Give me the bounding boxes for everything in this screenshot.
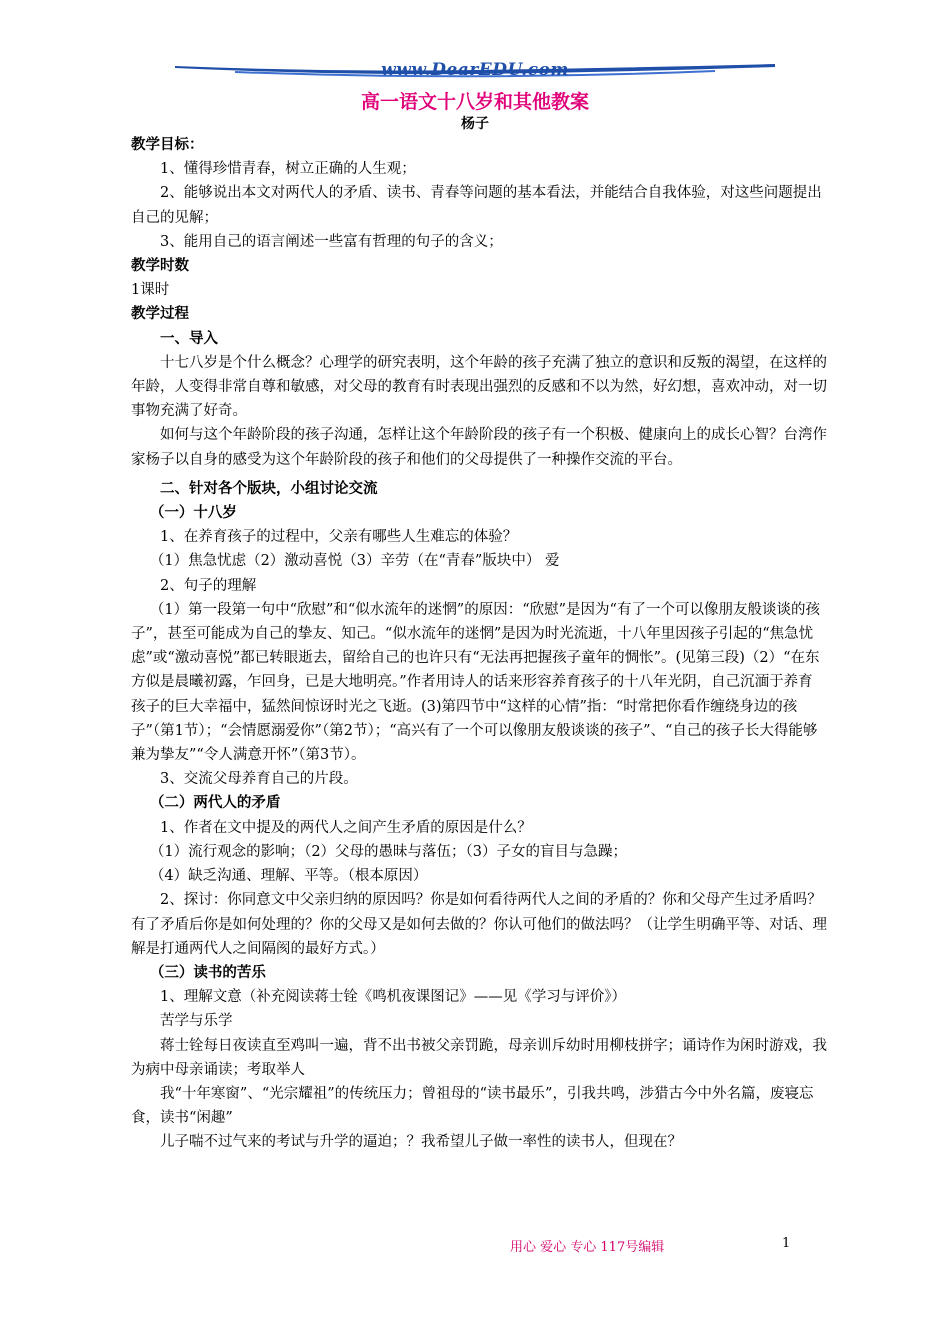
paragraph: 3、能用自己的语言阐述一些富有哲理的句子的含义； [160, 233, 503, 250]
section-heading: 教学目标： [131, 137, 204, 153]
subsection-heading: 二、针对各个版块，小组讨论交流 [160, 480, 378, 497]
subsection-heading: （二）两代人的矛盾 [149, 795, 281, 812]
paragraph: 1、作者在文中提及的两代人之间产生矛盾的原因是什么？ [160, 819, 532, 836]
page-title: 高一语文十八岁和其他教案 [360, 91, 589, 113]
paragraph: 1、在养育孩子的过程中，父亲有哪些人生难忘的体验？ [160, 529, 518, 546]
paragraph: 2、能够说出本文对两代人的矛盾、读书、青春等问题的基本看法，并能结合自我体验，对这些问题提出自己的见解； [131, 185, 822, 226]
paragraph: （4）缺乏沟通、理解、平等。（根本原因） [149, 868, 428, 885]
paragraph: （1）焦急忧虑（2）激动喜悦（3）辛劳（在“青春”版块中） 爱 [149, 553, 560, 570]
paragraph: 3、交流父母养育自己的片段。 [160, 771, 358, 788]
author-name: 杨子 [461, 116, 489, 132]
paragraph: 1、懂得珍惜青春，树立正确的人生观； [160, 161, 416, 178]
paragraph: 儿子喘不过气来的考试与升学的逼迫；？我希望儿子做一率性的读书人，但现在？ [160, 1134, 682, 1151]
paragraph: 1课时 [131, 282, 170, 299]
paragraph: 2、句子的理解 [160, 577, 257, 594]
paragraph: （1）第一段第一句中“欣慰”和“似水流年的迷惘”的原因：“欣慰”是因为“有了一个可以像朋友般谈谈的孩子”，甚至可能成为自己的挚友、知己。“似水流年的迷惘”是因为时光流逝，十八年里因孩子引起的“焦急忧虑”或“激动喜悦”都已转眼逝去，留给自己的也许只有“无法再把握孩子童年的惆怅”。(见第三段)（2）“在东方似是晨曦初露，乍回身，已是大地明亮。”作者用诗人的话来形容养育孩子的十八年光阴，自己沉湎于养育孩子的巨大幸福中，猛然间惊讶时光之飞逝。(3)第四节中“这样的心情”指：“时常把你看作缠绕身边的孩子”（第1节）；“会情愿溺爱你”（第2节）；“高兴有了一个可以像朋友般谈谈的孩子”、“自己的孩子长大得能够兼为挚友”“令人满意开怀”（第3节）。 [131, 601, 820, 764]
paragraph: 苦学与乐学 [160, 1013, 233, 1030]
document-body [131, 133, 827, 1155]
subsection-heading: （三）读书的苦乐 [149, 964, 266, 981]
section-heading: 教学过程 [131, 306, 189, 323]
paragraph: 我“十年寒窗”、“光宗耀祖”的传统压力；曾祖母的“读书最乐”，引我共鸣，涉猎古今中外名篇，废寝忘食，读书“闲趣” [131, 1085, 814, 1127]
paragraph: 1、理解文意（补充阅读蒋士铨《鸣机夜课图记》——见《学习与评价》） [160, 989, 626, 1006]
section-heading: 教学时数 [131, 258, 189, 275]
paragraph: 2、探讨：你同意文中父亲归纳的原因吗？你是如何看待两代人之间的矛盾的？你和父母产生过矛盾吗？有了矛盾后你是如何处理的？你的父母又是如何去做的？你认可他们的做法吗？（让学生明确平等、对话、理解是打通两代人之间隔阂的最好方式。） [131, 892, 827, 957]
subsection-heading: 一、导入 [160, 330, 218, 347]
page-number: 1 [782, 1236, 791, 1251]
paragraph: 十七八岁是个什么概念？心理学的研究表明，这个年龄的孩子充满了独立的意识和反叛的渴望，在这样的年龄，人变得非常自尊和敏感，对父母的教育有时表现出强烈的反感和不以为然，好幻想，喜欢冲动，对一切事物充满了好奇。 [131, 354, 827, 420]
site-header-logo [175, 58, 775, 88]
subsection-heading: （一）十八岁 [149, 505, 237, 522]
footer-text: 用心 爱心 专心 117号编辑 [510, 1240, 665, 1255]
paragraph: （1）流行观念的影响；（2）父母的愚昧与落伍；（3）子女的盲目与急躁； [149, 843, 628, 860]
paragraph: 蒋士铨每日夜读直至鸡叫一遍，背不出书被父亲罚跪，母亲训斥幼时用柳枝拼字；诵诗作为闲时游戏，我为病中母亲诵读；考取举人 [131, 1037, 827, 1078]
paragraph: 如何与这个年龄阶段的孩子沟通，怎样让这个年龄阶段的孩子有一个积极、健康向上的成长心智？台湾作家杨子以自身的感受为这个年龄阶段的孩子和他们的父母提供了一种操作交流的平台。 [131, 427, 827, 468]
site-logo-text: www.DearEDU.com [381, 60, 569, 80]
